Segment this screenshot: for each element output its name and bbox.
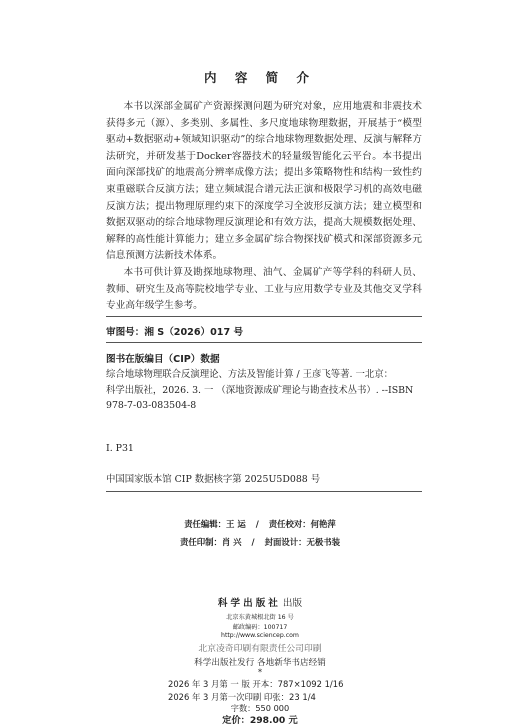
summary-paragraph-1: 本书以深部金属矿产资源探测问题为研究对象，应用地震和非震技术获得多元（源）、多类别、多属性、多尺度地球物理数据，开展基于“模型驱动+数据驱动+领域知识驱动”的综合地球物理数据处理、反演与解释方法研究，并研发基于Docker容器技术的轻量级智能化云平台。本书提出面向深部找矿的地震高分辨率成像方法；提出多策略物性和结构一致性约束重磁联合反演方法；建立频域混合谱元法正演和极限学习机的高效电磁反演方法；提出物理原理约束下的深度学习全波形反演方法；建立模型和数据双驱动的综合地球物理反演理论和有效方法，提高大规模数据处理、解释的高性能计算能力；建立多金属矿综合物探找矿模式和深部资源多元信息预测方法新技术体系。 bbox=[106, 101, 422, 262]
cip-line-3: 978-7-03-083504-8 bbox=[106, 400, 197, 411]
word-count: 字数：550 000 bbox=[230, 703, 290, 713]
divider-cip bbox=[106, 342, 422, 343]
separator-star: * bbox=[258, 668, 262, 677]
divider-top bbox=[106, 316, 422, 317]
credits-line-2: 责任印制：肖 兴 / 封面设计：无极书装 bbox=[180, 537, 340, 547]
edition-first: 2026 年 3 月第 一 版 开本：787×1092 1/16 bbox=[168, 679, 344, 689]
credits-line-1: 责任编辑：王 运 / 责任校对：何艳萍 bbox=[184, 519, 336, 529]
publisher-suffix: 出版 bbox=[282, 598, 303, 609]
review-number: 审图号：湘 S（2026）017 号 bbox=[106, 327, 244, 338]
cip-record bbox=[106, 367, 422, 414]
credit-cover-design: 封面设计：无极书装 bbox=[264, 537, 340, 547]
cip-line-2: 科学出版社，2026. 3. 一 （深地资源成矿理论与勘查技术丛书）. --ISBN bbox=[106, 384, 414, 396]
cip-library-number: 中国国家版本馆 CIP 数据核字第 2025U5D088 号 bbox=[106, 474, 321, 485]
print-house: 北京凌奇印刷有限责任公司印刷 bbox=[198, 644, 322, 654]
publisher-logo-text: 科学出版社 bbox=[217, 598, 281, 609]
credit-printer: 责任印制：肖 兴 bbox=[180, 537, 242, 547]
page-title: 内 容 简 介 bbox=[203, 70, 317, 85]
publisher-postcode: 邮政编码：100717 bbox=[232, 624, 288, 631]
credit-proofreader: 责任校对：何艳萍 bbox=[268, 519, 336, 529]
edition-print: 2026 年 3 月第一次印刷 印张：23 1/4 bbox=[168, 692, 316, 702]
divider-credits bbox=[106, 491, 422, 492]
cip-heading: 图书在版编目（CIP）数据 bbox=[106, 354, 220, 365]
publisher-website: http://www.sciencep.com bbox=[221, 632, 299, 639]
cip-classification: Ⅰ. P31 bbox=[106, 443, 134, 454]
price: 定价：298.00 元 bbox=[222, 715, 298, 726]
publisher-address: 北京东黄城根北街 16 号 bbox=[226, 614, 294, 621]
cip-line-1: 综合地球物理联合反演理论、方法及智能计算 / 王彦飞等著. 一北京： bbox=[106, 369, 393, 380]
summary-section bbox=[106, 99, 422, 315]
distribution: 科学出版社发行 各地新华书店经销 bbox=[194, 658, 326, 668]
publisher-name bbox=[0, 595, 520, 609]
credit-editor: 责任编辑：王 运 bbox=[184, 519, 246, 529]
summary-paragraph-2: 本书可供计算及勘探地球物理、油气、金属矿产等学科的科研人员、教师、研究生及高等院校地学专业、工业与应用数学专业及其他交叉学科专业高年级学生参考。 bbox=[106, 266, 422, 312]
